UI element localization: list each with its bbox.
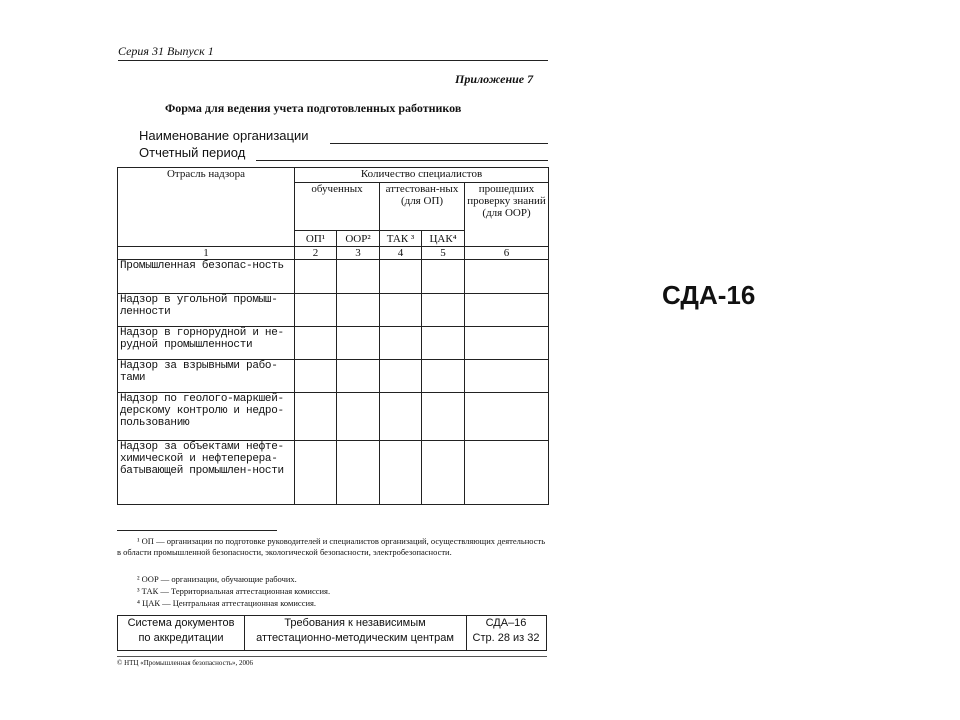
row-label: Надзор за объектами нефте-химической и нефтеперера-батывающей промышлен-ности — [118, 441, 295, 505]
table-row — [118, 294, 549, 327]
period-line — [256, 160, 548, 161]
footer-system-line1: Система документов — [127, 617, 235, 629]
table-cell — [295, 393, 337, 441]
table-cell — [422, 260, 465, 294]
row-label: Надзор по геолого-маркшей-дерскому контролю и недро-пользованию — [118, 393, 295, 441]
table-row — [118, 327, 549, 360]
footer-box — [117, 615, 547, 651]
row-label: Надзор в горнорудной и не-рудной промышленности — [118, 327, 295, 360]
table-cell — [380, 360, 422, 393]
table-cell — [337, 393, 380, 441]
table-cell — [295, 327, 337, 360]
table-cell — [337, 260, 380, 294]
table-cell — [465, 393, 549, 441]
period-label: Отчетный период — [139, 145, 246, 160]
sub-tsak: ЦАК⁴ — [422, 231, 465, 247]
table-cell — [465, 327, 549, 360]
footer-page-number: Стр. 28 из 32 — [472, 632, 540, 644]
col-number: 1 — [118, 247, 295, 260]
table-cell — [465, 260, 549, 294]
table-cell — [295, 441, 337, 505]
col-number: 3 — [337, 247, 380, 260]
row-label: Промышленная безопас-ность — [118, 260, 295, 294]
table-cell — [380, 393, 422, 441]
group-checked: прошедших проверку знаний (для ООР) — [465, 183, 549, 247]
footer-requirements — [244, 616, 467, 650]
table-cell — [295, 294, 337, 327]
col-number: 2 — [295, 247, 337, 260]
table-cell — [465, 441, 549, 505]
group-trained: обученных — [295, 183, 380, 231]
form-title: Форма для ведения учета подготовленных работников — [165, 101, 462, 115]
footer-code — [466, 616, 546, 650]
appendix-label: Приложение 7 — [455, 72, 534, 86]
table-cell — [465, 294, 549, 327]
sub-oor: ООР² — [337, 231, 380, 247]
table-cell — [337, 327, 380, 360]
table-cell — [337, 360, 380, 393]
header-rule — [118, 60, 548, 61]
series-header: Серия 31 Выпуск 1 — [118, 44, 214, 58]
table-row — [118, 360, 549, 393]
sub-op: ОП¹ — [295, 231, 337, 247]
group-attested: аттестован-ных (для ОП) — [380, 183, 465, 231]
table-cell — [295, 260, 337, 294]
org-name-line — [330, 143, 548, 144]
table-cell — [465, 360, 549, 393]
table-cell — [337, 294, 380, 327]
col-header-branch: Отрасль надзора — [118, 168, 295, 247]
table-cell — [422, 294, 465, 327]
org-name-label: Наименование организации — [139, 128, 309, 143]
table-cell — [295, 360, 337, 393]
footnote-4: ⁴ ЦАК — Центральная аттестационная комиссия. — [137, 598, 317, 608]
table-cell — [380, 260, 422, 294]
col-number: 5 — [422, 247, 465, 260]
footnote-rule — [117, 530, 277, 531]
table-cell — [422, 360, 465, 393]
copyright: © НТЦ «Промышленная безопасность», 2006 — [117, 659, 253, 667]
table-cell — [380, 327, 422, 360]
row-label: Надзор в угольной промыш-ленности — [118, 294, 295, 327]
table-row — [118, 393, 549, 441]
table-cell — [422, 441, 465, 505]
table-cell — [422, 393, 465, 441]
row-label: Надзор за взрывными рабо-тами — [118, 360, 295, 393]
footer-system — [118, 616, 245, 650]
table-cell — [337, 441, 380, 505]
copyright-rule — [117, 656, 547, 657]
sub-tak: ТАК ³ — [380, 231, 422, 247]
footnote-1: ¹ ОП — организации по подготовке руководителей и специалистов организаций, осуществляющих деятельность в области промышленной безопасности, экологической безопасности, электробезопасности. — [117, 536, 546, 557]
table-row — [118, 260, 549, 294]
footnote-2: ² ООР — организации, обучающие рабочих. — [137, 574, 297, 584]
footer-doc-code: СДА–16 — [485, 617, 527, 629]
footnote-3: ³ ТАК — Территориальная аттестационная комиссия. — [137, 586, 331, 596]
table-cell — [380, 294, 422, 327]
col-header-count: Количество специалистов — [295, 168, 549, 183]
footer-system-line2: по аккредитации — [138, 632, 224, 644]
table-row — [118, 441, 549, 505]
col-number: 4 — [380, 247, 422, 260]
col-number: 6 — [465, 247, 549, 260]
footer-req-line1: Требования к независимым — [284, 617, 426, 629]
footer-req-line2: аттестационно-методическим центрам — [256, 632, 454, 644]
table-cell — [422, 327, 465, 360]
accounting-table — [117, 167, 549, 505]
doc-code-badge: СДА-16 — [662, 280, 756, 310]
table-cell — [380, 441, 422, 505]
